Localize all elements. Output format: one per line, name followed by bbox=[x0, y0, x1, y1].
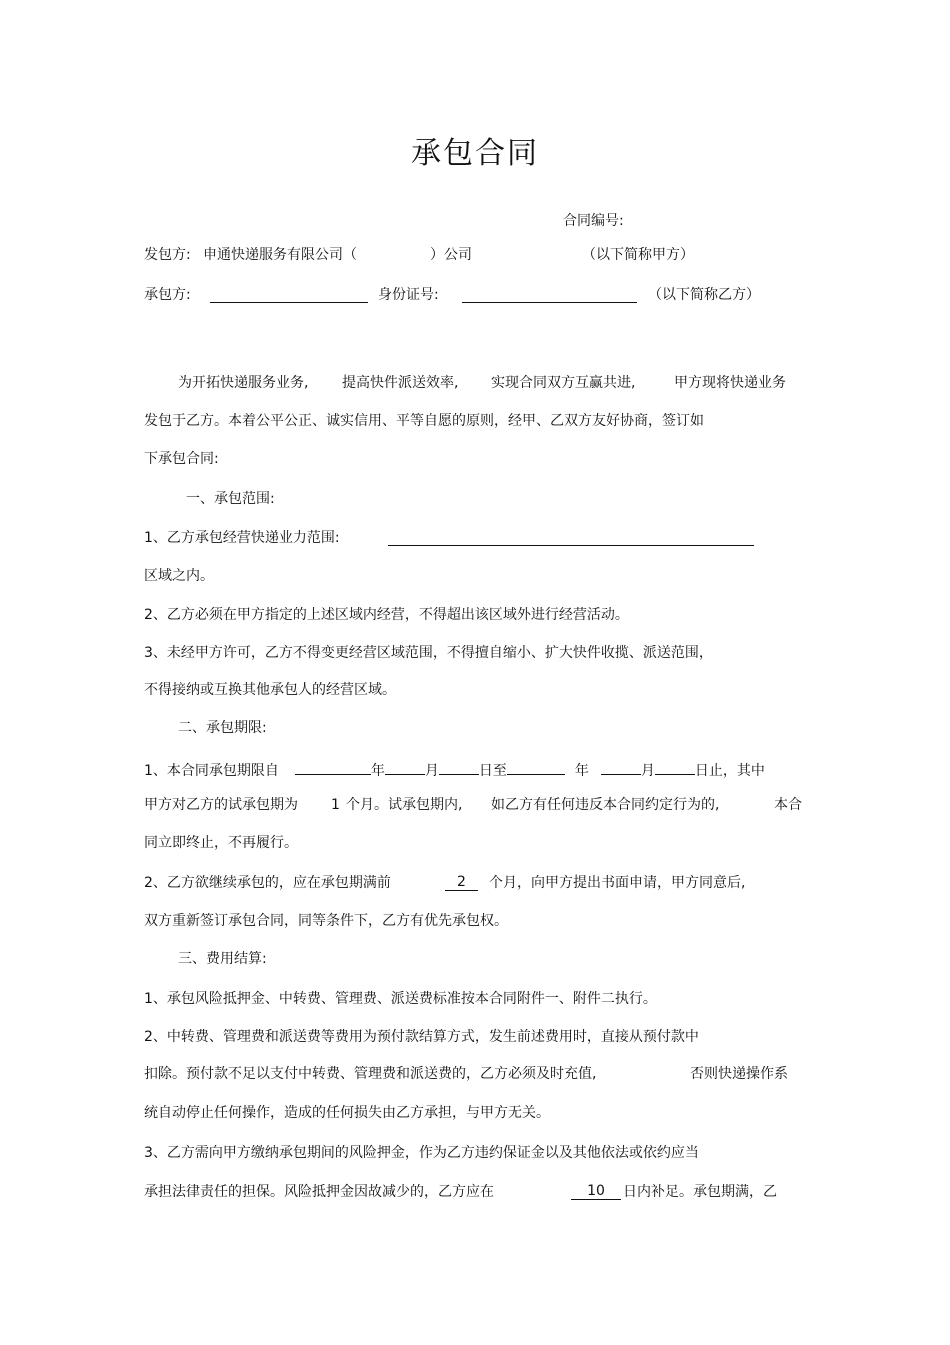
section-3-item-1: 1、承包风险抵押金、中转费、管理费、派送费标准按本合同附件一、附件二执行。 bbox=[144, 991, 657, 1007]
renewal-months-value[interactable]: 2 bbox=[445, 874, 478, 891]
section-3-heading: 三、费用结算: bbox=[178, 951, 267, 967]
start-day-blank[interactable] bbox=[439, 760, 479, 775]
party-a-company: 申通快递服务有限公司（ bbox=[203, 247, 357, 263]
end-day-blank[interactable] bbox=[655, 760, 695, 775]
section-2-item-2-line-2: 双方重新签订承包合同，同等条件下，乙方有优先承包权。 bbox=[144, 913, 508, 929]
section-3-item-3-line-2b: 日内补足。承包期满，乙 bbox=[623, 1184, 777, 1200]
intro-part-4: 甲方现将快递业务 bbox=[674, 375, 786, 391]
intro-part-1: 为开拓快递服务业务, bbox=[178, 375, 309, 391]
start-month-blank[interactable] bbox=[385, 760, 425, 775]
start-month-label: 月 bbox=[424, 763, 439, 779]
page-title: 承包合同 bbox=[411, 136, 539, 171]
section-1-heading: 一、承包范围: bbox=[186, 491, 275, 507]
section-1-item-3-line-2: 不得接纳或互换其他承包人的经营区域。 bbox=[144, 682, 396, 698]
intro-part-3: 实现合同双方互赢共进, bbox=[491, 375, 636, 391]
section-3-item-2-line-1: 2、中转费、管理费和派送费等费用为预付款结算方式，发生前述费用时，直接从预付款中 bbox=[144, 1029, 699, 1045]
start-year-label: 年 bbox=[370, 763, 385, 779]
start-day-label: 日至 bbox=[478, 763, 507, 779]
intro-part-2: 提高快件派送效率, bbox=[342, 375, 459, 391]
section-2-heading: 二、承包期限: bbox=[178, 720, 267, 736]
refill-days-value[interactable]: 10 bbox=[571, 1183, 621, 1200]
end-month-blank[interactable] bbox=[601, 760, 641, 775]
contract-number-label: 合同编号: bbox=[563, 213, 624, 229]
section-1-item-1-tail: 区域之内。 bbox=[144, 568, 214, 584]
end-year-blank[interactable] bbox=[507, 760, 565, 775]
intro-line-3: 下承包合同: bbox=[144, 451, 219, 467]
party-b-name-blank[interactable] bbox=[210, 286, 368, 303]
trial-period-months: 1 bbox=[331, 797, 340, 813]
party-a-company-end: ）公司 bbox=[430, 247, 472, 263]
section-3-item-3-line-2a: 承担法律责任的担保。风险抵押金因故减少的，乙方应在 bbox=[144, 1184, 494, 1200]
trial-violation-text: 如乙方有任何违反本合同约定行为的, bbox=[491, 797, 720, 813]
section-1-item-3-line-1: 3、未经甲方许可，乙方不得变更经营区域范围，不得擅自缩小、扩大快件收揽、派送范围， bbox=[144, 645, 713, 661]
party-b-label: 承包方: bbox=[144, 287, 191, 303]
section-3-item-2-line-2b: 否则快递操作系 bbox=[690, 1066, 788, 1082]
section-3-item-3-line-1: 3、乙方需向甲方缴纳承包期间的风险押金，作为乙方违约保证金以及其他依法或依约应当 bbox=[144, 1145, 699, 1161]
party-b-id-label: 身份证号: bbox=[378, 287, 439, 303]
term-start-label: 1、本合同承包期限自 bbox=[144, 763, 279, 779]
intro-line-2: 发包于乙方。本着公平公正、诚实信用、平等自愿的原则，经甲、乙双方友好协商，签订如 bbox=[144, 413, 704, 429]
start-year-blank[interactable] bbox=[295, 760, 371, 775]
trial-termination-start: 本合 bbox=[774, 797, 802, 813]
trial-period-text: 个月。试承包期内, bbox=[346, 797, 463, 813]
section-1-item-2: 2、乙方必须在甲方指定的上述区域内经营，不得超出该区域外进行经营活动。 bbox=[144, 607, 629, 623]
end-day-label: 日止，其中 bbox=[694, 763, 765, 779]
section-2-item-1-line-3: 同立即终止，不再履行。 bbox=[144, 835, 298, 851]
section-1-item-1: 1、乙方承包经营快递业力范围: bbox=[144, 530, 340, 546]
party-b-id-blank[interactable] bbox=[462, 286, 637, 303]
party-b-alias: （以下简称乙方） bbox=[648, 287, 760, 303]
section-2-item-1-line-1 bbox=[144, 760, 765, 780]
end-year-label: 年 bbox=[574, 763, 589, 779]
party-a-label: 发包方: bbox=[144, 247, 191, 263]
renewal-text-1: 2、乙方欲继续承包的，应在承包期满前 bbox=[144, 875, 391, 891]
business-range-blank[interactable] bbox=[388, 529, 754, 546]
end-month-label: 月 bbox=[640, 763, 655, 779]
trial-period-label: 甲方对乙方的试承包期为 bbox=[144, 797, 298, 813]
party-a-alias: （以下简称甲方） bbox=[582, 247, 694, 263]
section-3-item-2-line-2a: 扣除。预付款不足以支付中转费、管理费和派送费的，乙方必须及时充值, bbox=[144, 1066, 597, 1082]
section-3-item-2-line-3: 统自动停止任何操作，造成的任何损失由乙方承担，与甲方无关。 bbox=[144, 1105, 550, 1121]
renewal-text-2: 个月，向甲方提出书面申请，甲方同意后, bbox=[489, 875, 746, 891]
